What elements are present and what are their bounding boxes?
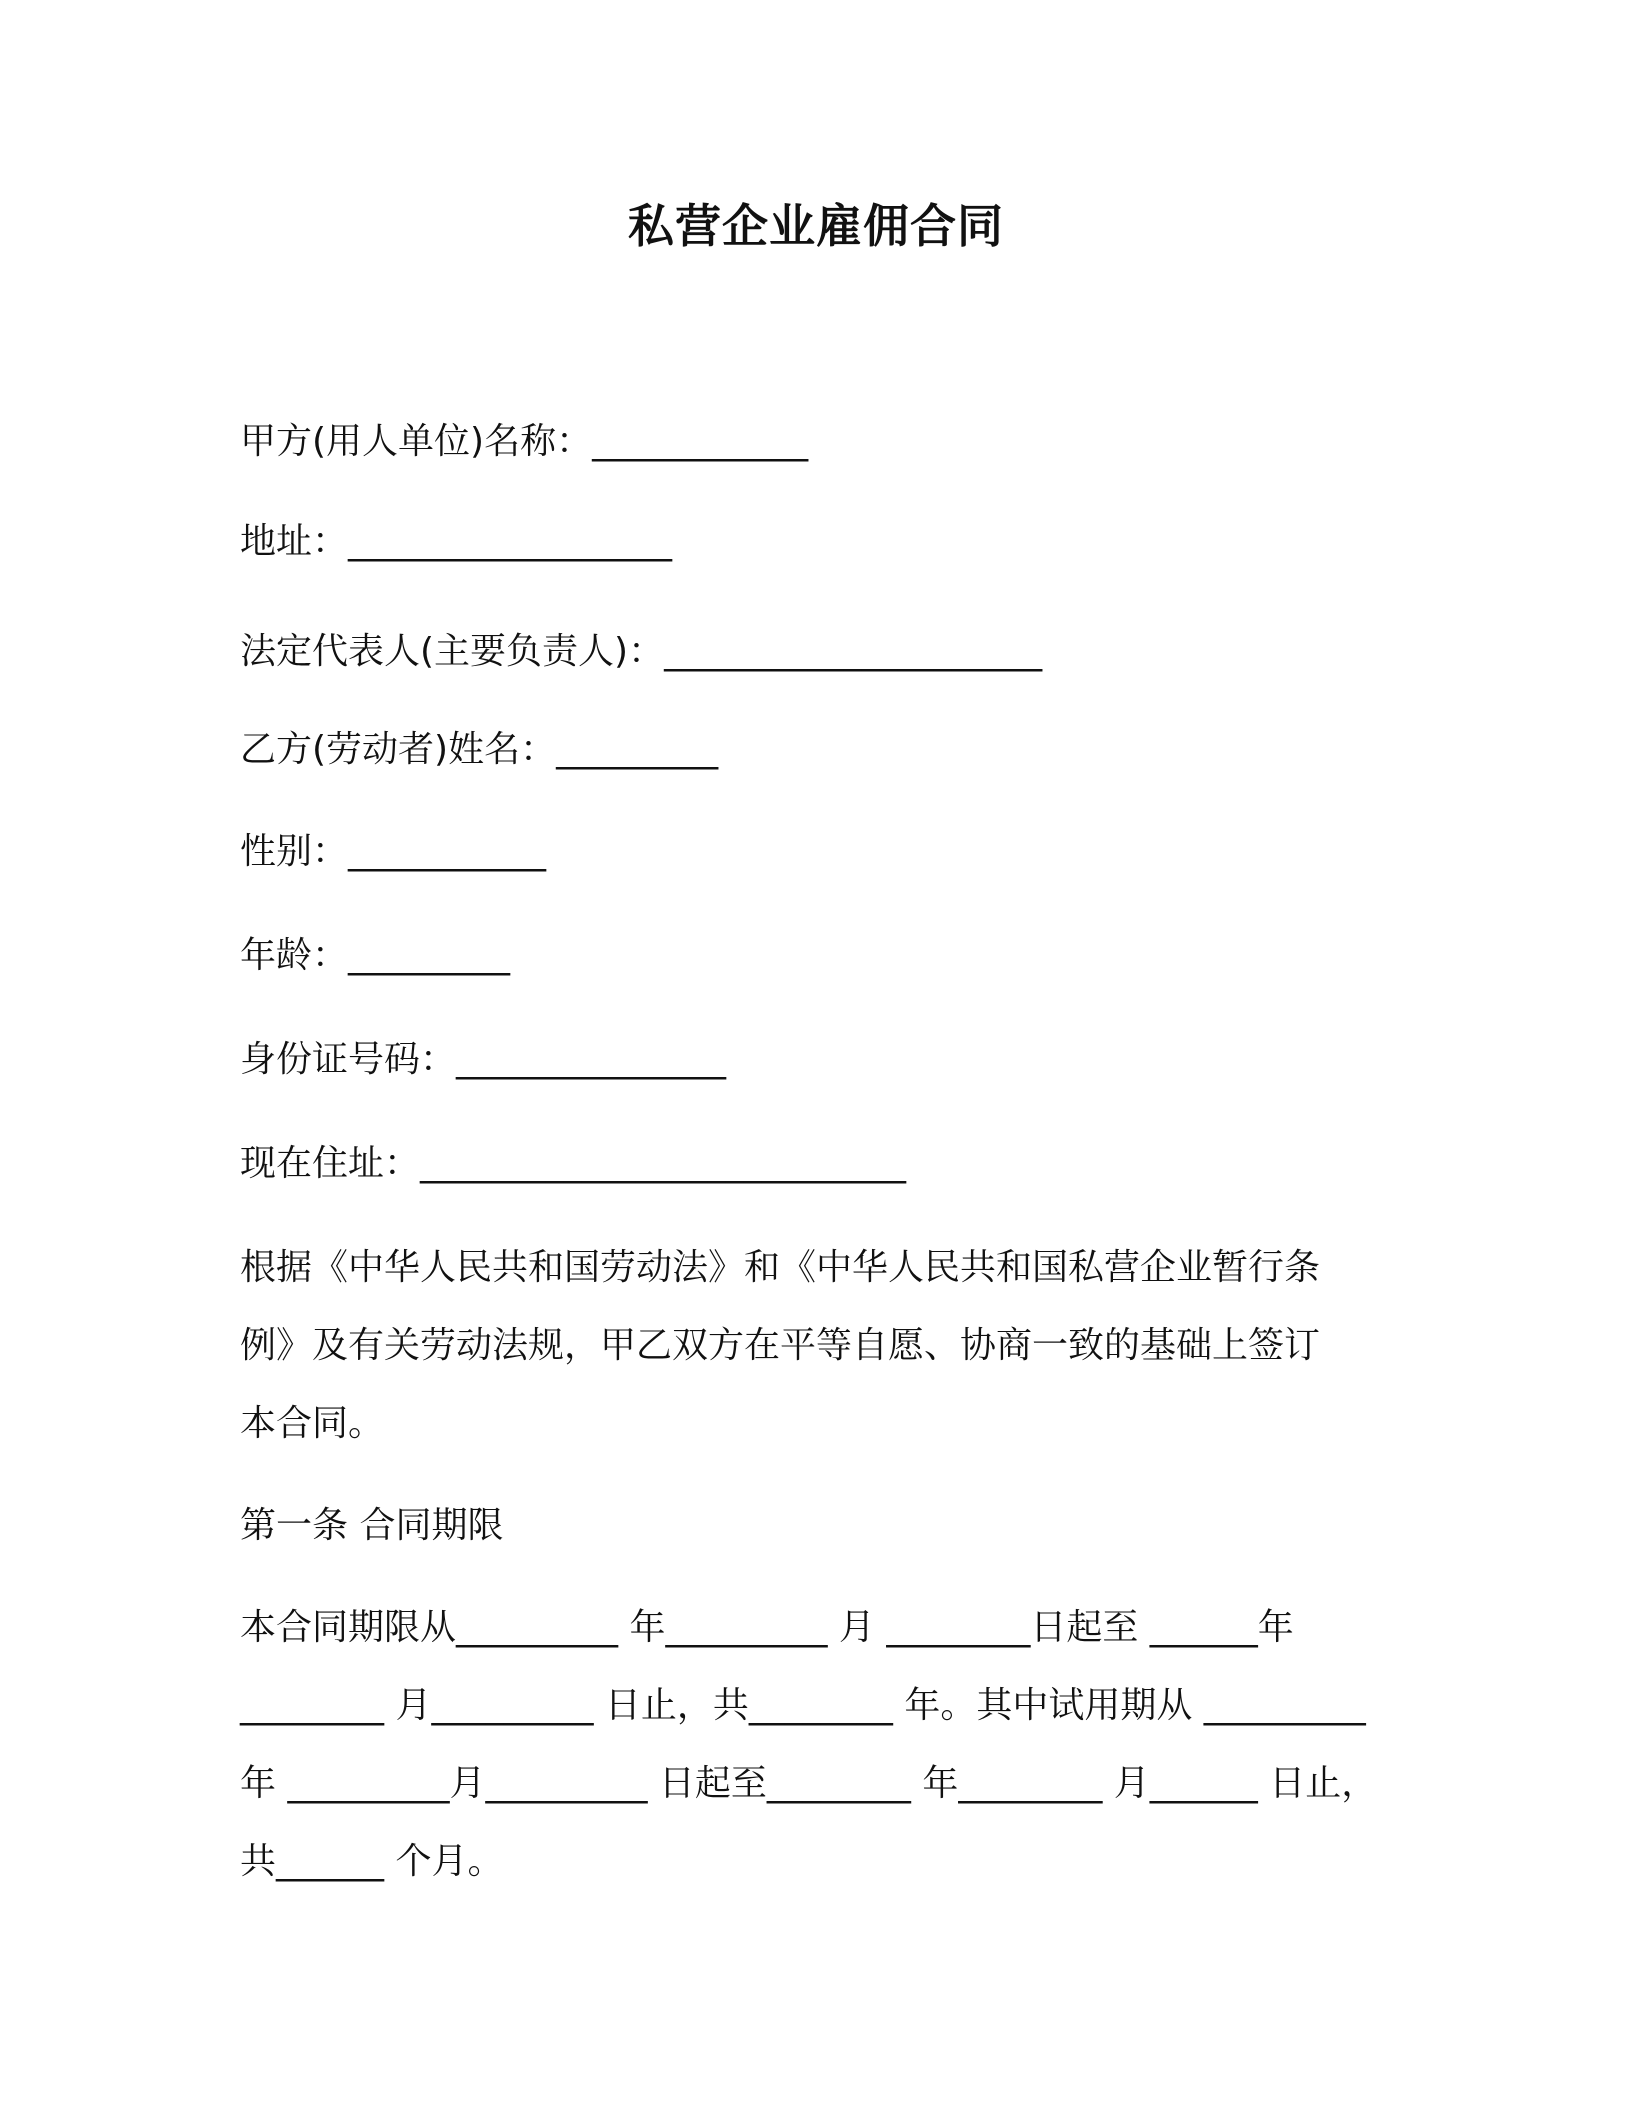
field-blank: ____________ — [592, 421, 809, 462]
field-address — [240, 518, 672, 566]
field-label: 性别： — [240, 831, 349, 872]
field-age — [240, 932, 510, 980]
field-employer-name — [240, 418, 808, 466]
field-current-address — [240, 1140, 906, 1188]
field-blank: ___________ — [348, 831, 547, 872]
field-legal-representative — [240, 628, 1042, 676]
paragraph-line: 本合同期限从_________ 年_________ 月 ________日起至 ______年 — [240, 1607, 1294, 1648]
document-title: 私营企业雇佣合同 — [628, 199, 1004, 253]
field-blank: _______________ — [456, 1039, 727, 1080]
intro-paragraph — [240, 1244, 1400, 1478]
field-label: 现在住址： — [240, 1143, 421, 1184]
field-label: 年龄： — [240, 935, 349, 976]
field-blank: ___________________________ — [420, 1143, 907, 1184]
field-employee-name — [240, 726, 718, 774]
paragraph-line: 本合同。 — [240, 1403, 385, 1444]
field-blank: _________ — [556, 729, 719, 770]
field-gender — [240, 828, 546, 876]
field-label: 法定代表人(主要负责人)： — [240, 631, 665, 672]
article1-paragraph — [240, 1604, 1400, 1916]
field-label: 身份证号码： — [240, 1039, 457, 1080]
paragraph-line: ________ 月_________ 日止，共________ 年。其中试用期从 _________ — [240, 1685, 1366, 1726]
field-blank: __________________ — [348, 521, 673, 562]
paragraph-line: 年 _________月_________ 日起至________ 年________ 月______ 日止， — [240, 1763, 1378, 1804]
field-label: 乙方(劳动者)姓名： — [240, 729, 557, 770]
field-blank: _____________________ — [664, 631, 1043, 672]
field-label: 地址： — [240, 521, 349, 562]
field-label: 甲方(用人单位)名称： — [240, 421, 593, 462]
field-blank: _________ — [348, 935, 511, 976]
paragraph-line: 根据《中华人民共和国劳动法》和《中华人民共和国私营企业暂行条 — [240, 1247, 1321, 1288]
paragraph-line: 例》及有关劳动法规，甲乙双方在平等自愿、协商一致的基础上签订 — [240, 1325, 1321, 1366]
article1-heading: 第一条 合同期限 — [240, 1505, 504, 1546]
paragraph-line: 共______ 个月。 — [240, 1841, 504, 1882]
field-id-number — [240, 1036, 726, 1084]
